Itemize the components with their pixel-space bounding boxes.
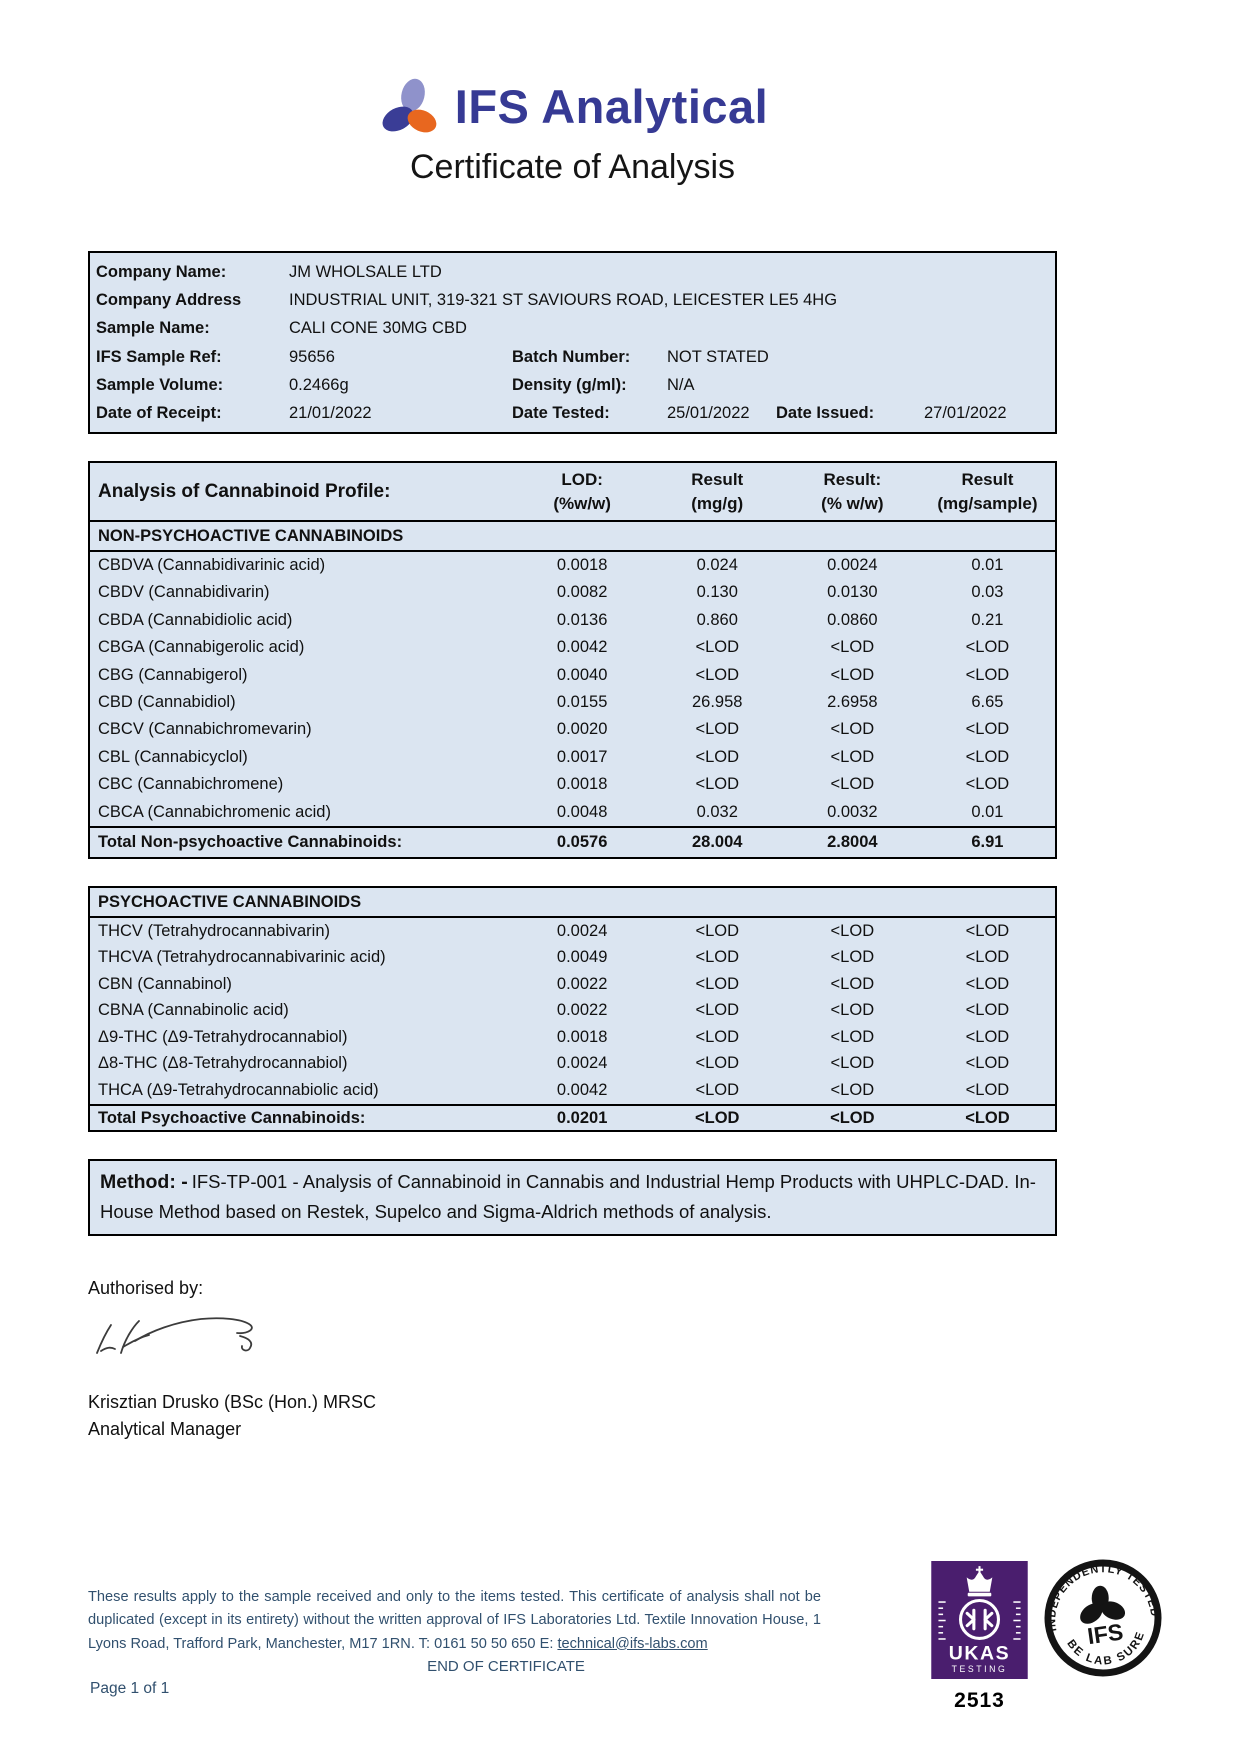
lod-value: 0.0042	[556, 1081, 608, 1100]
sample-volume-label: Sample Volume:	[96, 375, 224, 394]
company-address-label: Company Address	[96, 291, 242, 310]
result-mg-g: <LOD	[695, 720, 740, 739]
ukas-name: UKAS	[948, 1642, 1011, 1665]
page-title: Certificate of Analysis	[409, 148, 736, 186]
result-mg-g: <LOD	[695, 747, 740, 766]
table-row	[90, 1077, 1055, 1104]
method-box	[88, 1159, 1057, 1236]
table-header-row	[90, 463, 1055, 522]
ukas-sub: TESTING	[951, 1663, 1008, 1674]
result-pct-ww: <LOD	[830, 638, 875, 657]
result-mg-sample: 0.01	[971, 802, 1004, 821]
lod-value: 0.0136	[556, 610, 608, 629]
info-row-sample-ref	[96, 343, 1055, 371]
table-row	[90, 771, 1055, 798]
result-pct-ww: 2.6958	[827, 692, 878, 711]
result-mg-sample: <LOD	[965, 1027, 1010, 1046]
result-pct-ww: <LOD	[830, 747, 875, 766]
analyte-name: CBD (Cannabidiol)	[98, 692, 236, 711]
result-mg-g: <LOD	[695, 1054, 740, 1073]
brand-header	[88, 76, 1057, 136]
batch-number-label: Batch Number:	[512, 347, 631, 366]
table-row	[90, 744, 1055, 771]
table-row	[90, 1051, 1055, 1078]
company-name-value: JM WHOLSALE LTD	[289, 263, 442, 281]
result-mg-g: <LOD	[695, 921, 740, 940]
column-header-lod: LOD: (%w/w)	[553, 470, 611, 514]
result-pct-ww: <LOD	[830, 948, 875, 967]
section-header-non-psychoactive: NON-PSYCHOACTIVE CANNABINOIDS	[90, 522, 1055, 552]
result-mg-sample: <LOD	[965, 638, 1010, 657]
result-mg-g: <LOD	[695, 775, 740, 794]
ifs-sample-ref-label: IFS Sample Ref:	[96, 347, 222, 366]
date-receipt-value: 21/01/2022	[289, 404, 372, 423]
brand-name: IFS Analytical	[454, 79, 769, 133]
sample-info-box	[88, 251, 1057, 434]
result-pct-ww: <LOD	[830, 1081, 875, 1100]
analyte-name: CBDV (Cannabidivarin)	[98, 583, 270, 602]
ukas-number: 2513	[954, 1689, 1005, 1712]
info-row-company-name	[96, 258, 1055, 286]
info-row-dates	[96, 399, 1055, 427]
analyte-name: CBG (Cannabigerol)	[98, 665, 248, 684]
lod-value: 0.0020	[556, 720, 608, 739]
date-issued-label: Date Issued:	[776, 404, 875, 423]
table-row	[90, 689, 1055, 716]
lod-value: 0.0042	[556, 638, 608, 657]
result-mg-g: 0.024	[696, 556, 738, 574]
result-pct-ww: 0.0130	[827, 583, 878, 602]
date-tested-label: Date Tested:	[512, 404, 610, 423]
ifs-sample-ref-value: 95656	[289, 347, 335, 366]
psychoactive-table	[88, 886, 1057, 1133]
date-receipt-label: Date of Receipt:	[96, 404, 222, 423]
analyte-name: CBNA (Cannabinolic acid)	[98, 1001, 289, 1020]
page-number: Page 1 of 1	[90, 1680, 170, 1697]
table-row	[90, 971, 1055, 998]
table-row	[90, 716, 1055, 743]
column-header-mg-sample: Result (mg/sample)	[937, 470, 1038, 514]
company-address-value: INDUSTRIAL UNIT, 319-321 ST SAVIOURS ROAD, LEICESTER LE5 4HG	[289, 291, 838, 310]
table-row	[90, 579, 1055, 606]
section-header-psychoactive: PSYCHOACTIVE CANNABINOIDS	[90, 888, 1055, 918]
result-mg-sample: <LOD	[965, 665, 1010, 684]
method-text: IFS-TP-001 - Analysis of Cannabinoid in Cannabis and Industrial Hemp Products with UHPLC-DAD. In-House Method based on Restek, Supelco and Sigma-Aldrich methods of analysis.	[100, 1171, 1036, 1222]
batch-number-value: NOT STATED	[667, 347, 769, 366]
end-of-certificate-label: END OF CERTIFICATE	[427, 1658, 585, 1675]
ifs-stamp	[1043, 1556, 1163, 1682]
result-mg-sample: <LOD	[965, 974, 1010, 993]
stamp-top-text: INDEPENDENTLY TESTED	[1046, 1563, 1161, 1633]
lod-value: 0.0048	[556, 802, 608, 821]
table-row	[90, 552, 1055, 579]
result-mg-g: 0.860	[696, 610, 738, 629]
analyte-name: Δ8-THC (Δ8-Tetrahydrocannabiol)	[98, 1054, 348, 1073]
result-mg-sample: <LOD	[965, 775, 1010, 794]
result-pct-ww: <LOD	[830, 974, 875, 993]
column-header-pct-ww: Result: (% w/w)	[821, 470, 884, 514]
table-row	[90, 661, 1055, 688]
authorised-by-label: Authorised by:	[88, 1278, 204, 1299]
ifs-logo-icon	[377, 76, 441, 136]
lod-value: 0.0040	[556, 665, 608, 684]
table-row	[90, 634, 1055, 661]
result-pct-ww: <LOD	[830, 1027, 875, 1046]
signatory-title: Analytical Manager	[88, 1418, 242, 1439]
result-mg-sample: <LOD	[965, 1054, 1010, 1073]
result-mg-g: <LOD	[695, 948, 740, 967]
method-label: Method: -	[100, 1171, 188, 1194]
result-pct-ww: <LOD	[830, 1054, 875, 1073]
column-header-mg-g: Result (mg/g)	[691, 470, 744, 514]
result-pct-ww: 0.0860	[827, 610, 878, 629]
total-row-psychoactive: Total Psychoactive Cannabinoids: 0.0201 <LOD <LOD <LOD	[90, 1104, 1055, 1131]
lod-value: 0.0024	[556, 1054, 608, 1073]
table-row	[90, 998, 1055, 1025]
table-title: Analysis of Cannabinoid Profile:	[98, 481, 391, 503]
table-row	[90, 918, 1055, 945]
lod-value: 0.0022	[556, 974, 608, 993]
analyte-name: CBC (Cannabichromene)	[98, 775, 284, 794]
non-psychoactive-table	[88, 461, 1057, 859]
date-issued-value: 27/01/2022	[924, 404, 1007, 423]
result-pct-ww: <LOD	[830, 665, 875, 684]
analyte-name: CBDA (Cannabidiolic acid)	[98, 610, 293, 629]
lod-value: 0.0018	[556, 1027, 608, 1046]
info-row-sample-name	[96, 314, 1055, 342]
ukas-logo	[931, 1561, 1028, 1713]
result-pct-ww: <LOD	[830, 720, 875, 739]
info-row-company-address	[96, 286, 1055, 314]
analyte-name: CBDVA (Cannabidivarinic acid)	[98, 556, 326, 574]
density-value: N/A	[667, 375, 695, 394]
analyte-name: THCV (Tetrahydrocannabivarin)	[98, 921, 331, 940]
result-mg-sample: <LOD	[965, 1081, 1010, 1100]
result-mg-g: 0.130	[696, 583, 738, 602]
result-mg-sample: <LOD	[965, 921, 1010, 940]
analyte-name: CBN (Cannabinol)	[98, 974, 232, 993]
result-mg-sample: 0.01	[971, 556, 1004, 574]
technical-email-link[interactable]: technical@ifs-labs.com	[557, 1635, 708, 1652]
signatory-name: Krisztian Drusko (BSc (Hon.) MRSC	[88, 1392, 377, 1413]
result-pct-ww: <LOD	[830, 921, 875, 940]
table-body	[90, 918, 1055, 1104]
result-mg-g: <LOD	[695, 638, 740, 657]
lod-value: 0.0082	[556, 583, 608, 602]
sample-name-value: CALI CONE 30MG CBD	[289, 319, 467, 338]
result-mg-g: <LOD	[695, 1001, 740, 1020]
lod-value: 0.0018	[556, 556, 608, 574]
stamp-bottom-text: BE LAB SURE	[1064, 1629, 1148, 1668]
lod-value: 0.0024	[556, 921, 608, 940]
result-mg-g: <LOD	[695, 1081, 740, 1100]
sample-name-label: Sample Name:	[96, 319, 210, 338]
result-pct-ww: 0.0024	[827, 556, 878, 574]
lod-value: 0.0155	[556, 692, 608, 711]
result-mg-g: 26.958	[692, 692, 743, 711]
result-pct-ww: <LOD	[830, 1001, 875, 1020]
result-mg-sample: 6.65	[971, 692, 1004, 711]
result-mg-sample: <LOD	[965, 1001, 1010, 1020]
table-row	[90, 607, 1055, 634]
result-mg-sample: <LOD	[965, 720, 1010, 739]
lod-value: 0.0049	[556, 948, 608, 967]
analyte-name: THCA (Δ9-Tetrahydrocannabiolic acid)	[98, 1081, 379, 1100]
lod-value: 0.0022	[556, 1001, 608, 1020]
result-mg-sample: <LOD	[965, 747, 1010, 766]
result-pct-ww: 0.0032	[827, 802, 878, 821]
result-mg-sample: <LOD	[965, 948, 1010, 967]
lod-value: 0.0017	[556, 747, 608, 766]
total-row-non-psychoactive: Total Non-psychoactive Cannabinoids: 0.0576 28.004 2.8004 6.91	[90, 826, 1055, 857]
result-mg-g: <LOD	[695, 665, 740, 684]
table-row	[90, 798, 1055, 825]
stamp-center-text: IFS	[1085, 1618, 1125, 1650]
result-mg-g: <LOD	[695, 974, 740, 993]
lod-value: 0.0018	[556, 775, 608, 794]
table-row	[90, 1024, 1055, 1051]
result-mg-sample: 0.03	[971, 583, 1004, 602]
analyte-name: CBL (Cannabicyclol)	[98, 747, 248, 766]
table-row	[90, 944, 1055, 971]
sample-volume-value: 0.2466g	[289, 375, 349, 394]
result-mg-sample: 0.21	[971, 610, 1004, 629]
company-name-label: Company Name:	[96, 263, 227, 281]
result-pct-ww: <LOD	[830, 775, 875, 794]
result-mg-g: <LOD	[695, 1027, 740, 1046]
date-tested-value: 25/01/2022	[667, 404, 750, 423]
analyte-name: CBCA (Cannabichromenic acid)	[98, 802, 331, 821]
footer-disclaimer: These results apply to the sample received and only to the items tested. This certificate of analysis shall not be duplicated (except in its entirety) without the written approval of IFS Laboratories Ltd. Textile Innovation House, 1 Lyons Road, Trafford Park, Manchester, M17 1RN. T: 0161 50 50 650 E: technical@ifs-labs.com	[88, 1589, 821, 1652]
table-body	[90, 552, 1055, 826]
analyte-name: Δ9-THC (Δ9-Tetrahydrocannabiol)	[98, 1027, 348, 1046]
signature-image	[90, 1307, 280, 1373]
result-mg-g: 0.032	[696, 802, 738, 821]
analyte-name: CBGA (Cannabigerolic acid)	[98, 638, 305, 657]
analyte-name: THCVA (Tetrahydrocannabivarinic acid)	[98, 948, 386, 967]
analyte-name: CBCV (Cannabichromevarin)	[98, 720, 312, 739]
info-row-sample-volume	[96, 371, 1055, 399]
density-label: Density (g/ml):	[512, 375, 627, 394]
